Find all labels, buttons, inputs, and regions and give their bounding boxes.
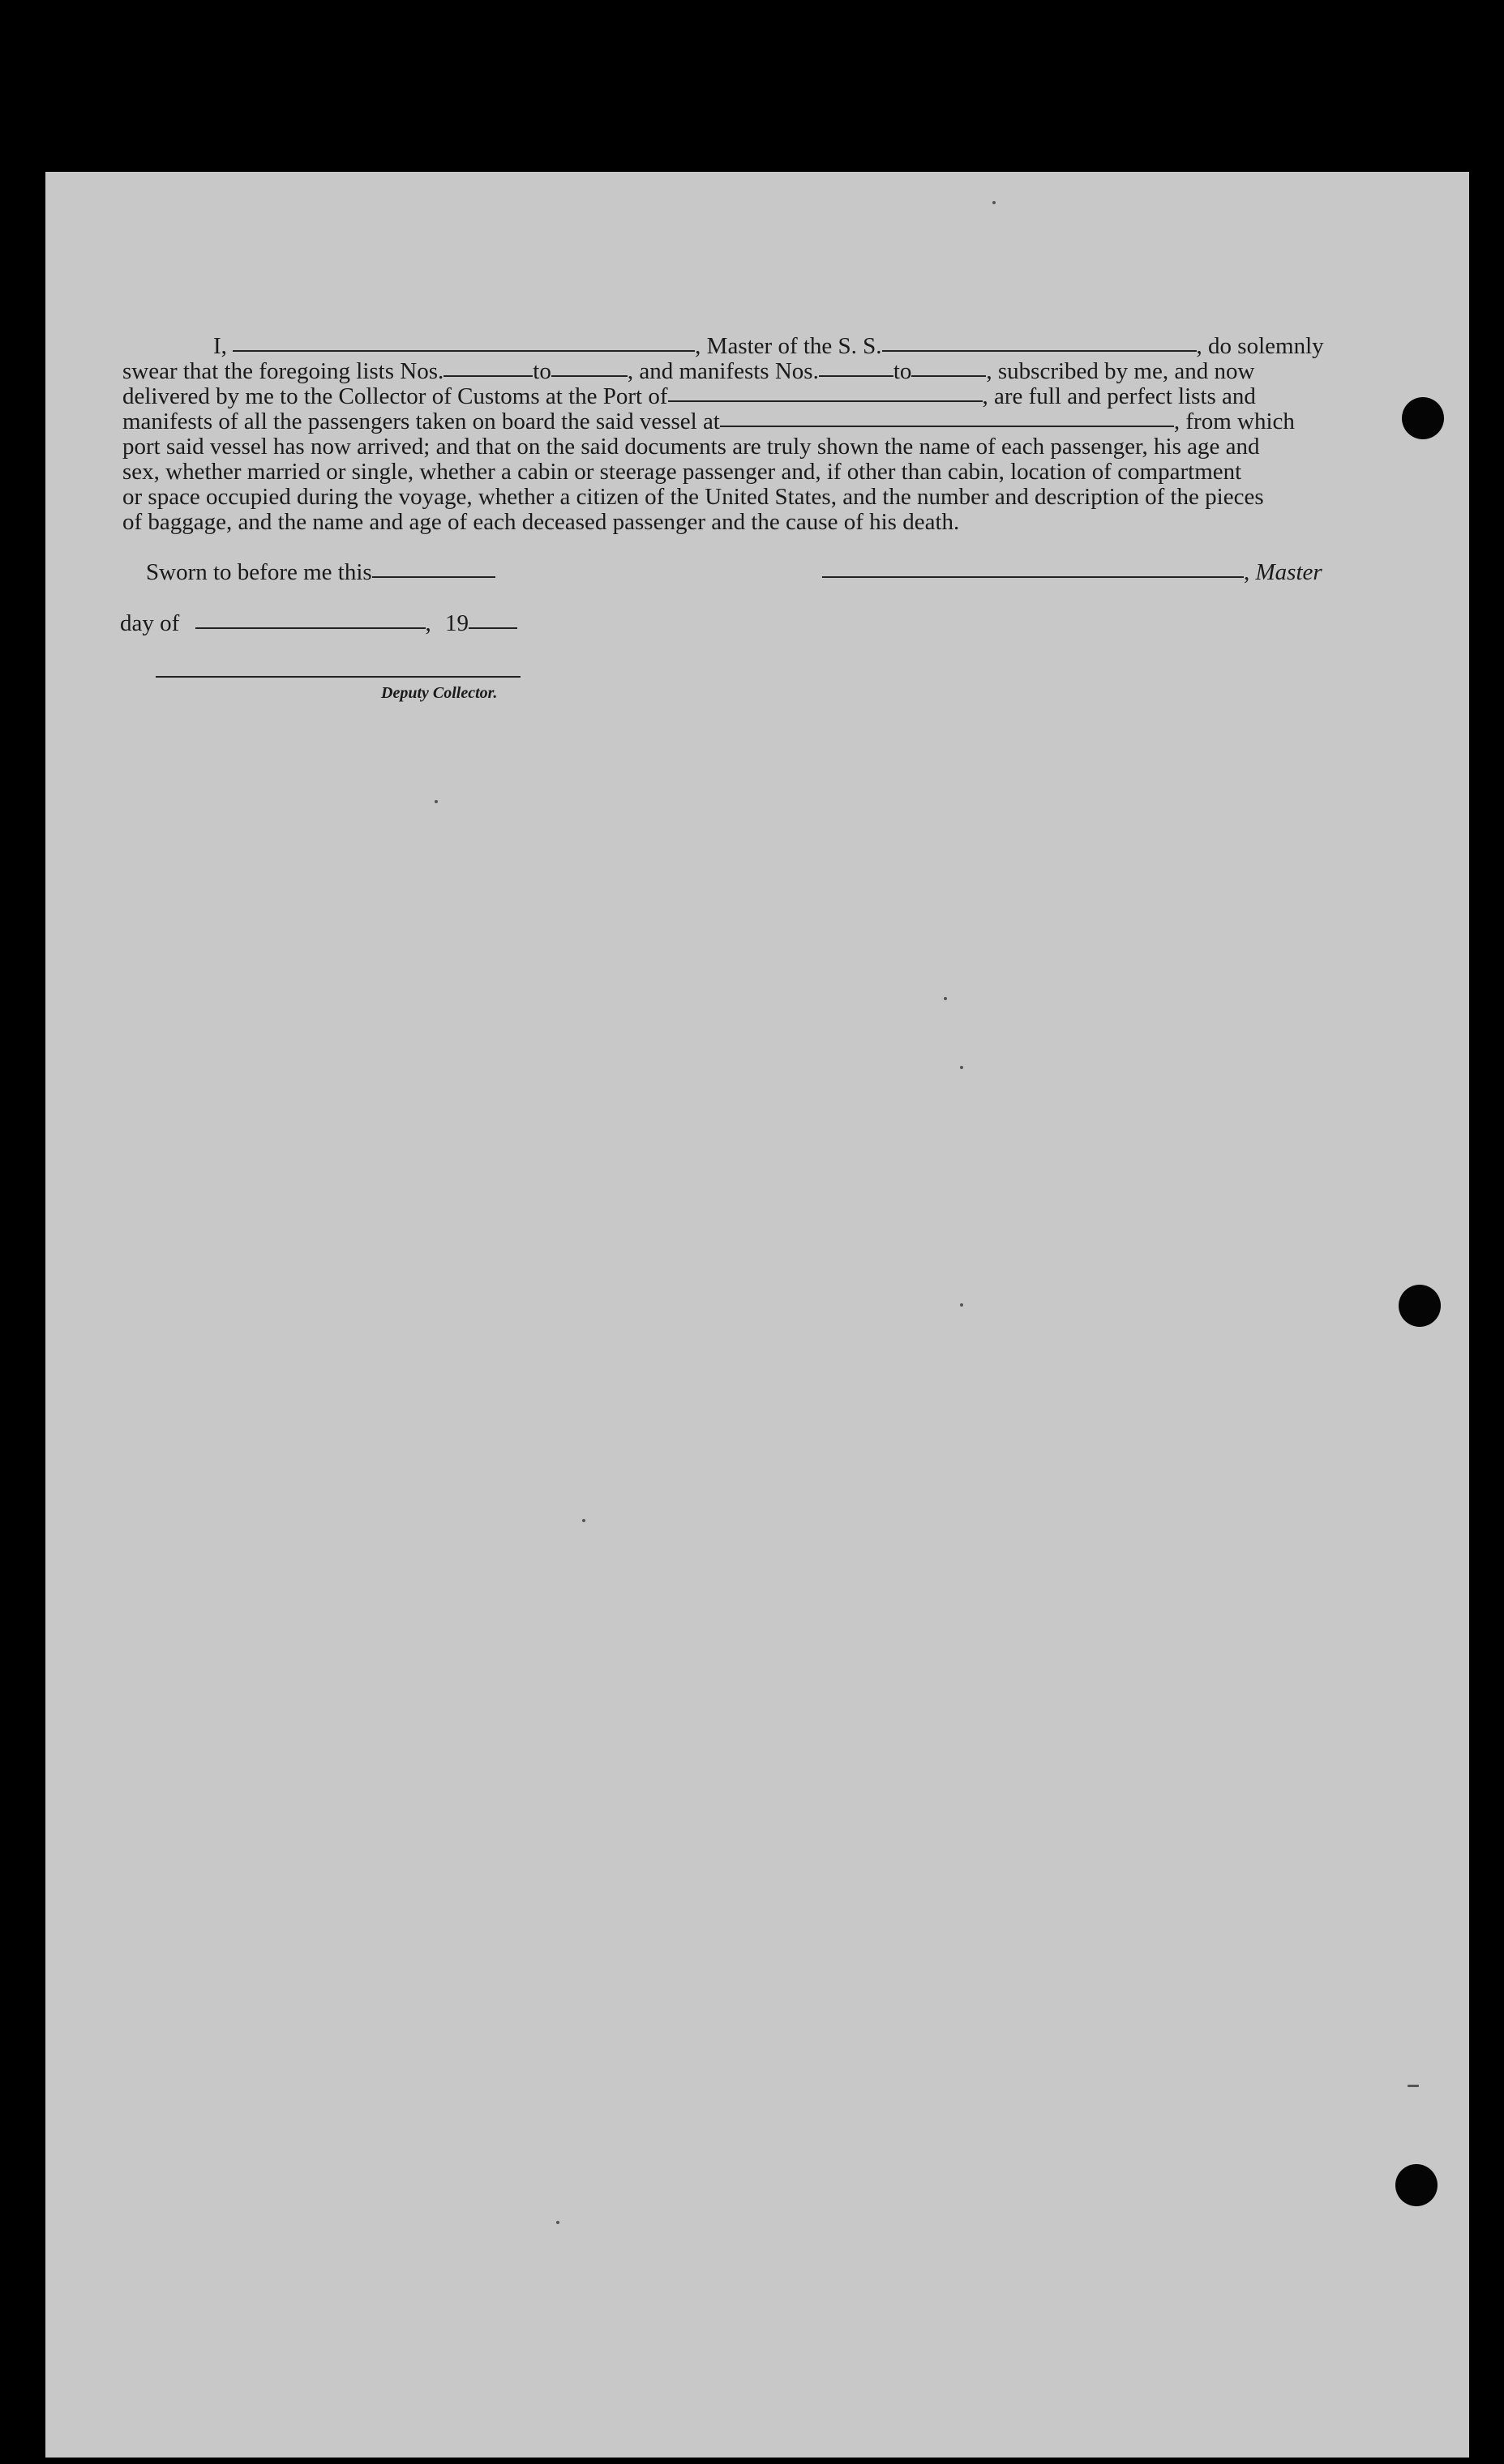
manifests-from-field[interactable] [819,375,893,377]
declaration-line-8: of baggage, and the name and age of each deceased passenger and the cause of his death. [122,509,960,535]
punch-hole [1399,1285,1441,1327]
declaration-line-3: delivered by me to the Collector of Customs at the Port of , are full and perfect lists and [122,383,1256,409]
ship-name-field[interactable] [882,350,1197,352]
month-field[interactable] [195,627,426,629]
form-sheet [45,172,1469,2458]
paper-speck [944,997,947,1000]
deputy-collector-label: Deputy Collector. [381,684,498,702]
lists-from-field[interactable] [443,375,533,377]
port-of-arrival-field[interactable] [668,400,983,402]
declaration-line-7: or space occupied during the voyage, whether a citizen of the United States, and the number and description of the pieces [122,484,1264,510]
deputy-signature-field[interactable] [156,676,521,678]
master-title: Master [1255,559,1322,585]
paper-speck [1408,2085,1419,2087]
master-signature-field[interactable] [822,576,1244,578]
master-declaration [122,334,1371,535]
punch-hole [1402,397,1444,439]
paper-speck [992,201,996,204]
declaration-line-2: swear that the foregoing lists Nos. to , and manifests Nos. to , subscribed by me, and now [122,358,1255,384]
master-name-field[interactable] [233,350,695,352]
manifests-to-field[interactable] [911,375,986,377]
declaration-line-6: sex, whether married or single, whether a cabin or steerage passenger and, if other than cabin, location of compartment [122,459,1242,485]
punch-hole [1395,2164,1438,2206]
sworn-row: Sworn to before me this [146,559,495,586]
master-signature-row: , Master [822,559,1322,586]
declaration-line-4: manifests of all the passengers taken on board the said vessel at , from which [122,409,1295,434]
year-suffix-field[interactable] [469,627,517,629]
date-row: day of , 19 [120,610,517,637]
lists-to-field[interactable] [551,375,628,377]
sworn-day-field[interactable] [372,576,495,578]
declaration-line-5: port said vessel has now arrived; and that on the said documents are truly shown the name of each passenger, his age and [122,434,1260,460]
paper-speck [556,2221,559,2224]
paper-speck [960,1066,963,1069]
paper-speck [960,1303,963,1307]
paper-speck [582,1519,585,1522]
paper-speck [435,800,438,803]
port-of-departure-field[interactable] [720,426,1174,427]
declaration-line-1: I, , Master of the S. S. , do solemnly [213,333,1324,359]
